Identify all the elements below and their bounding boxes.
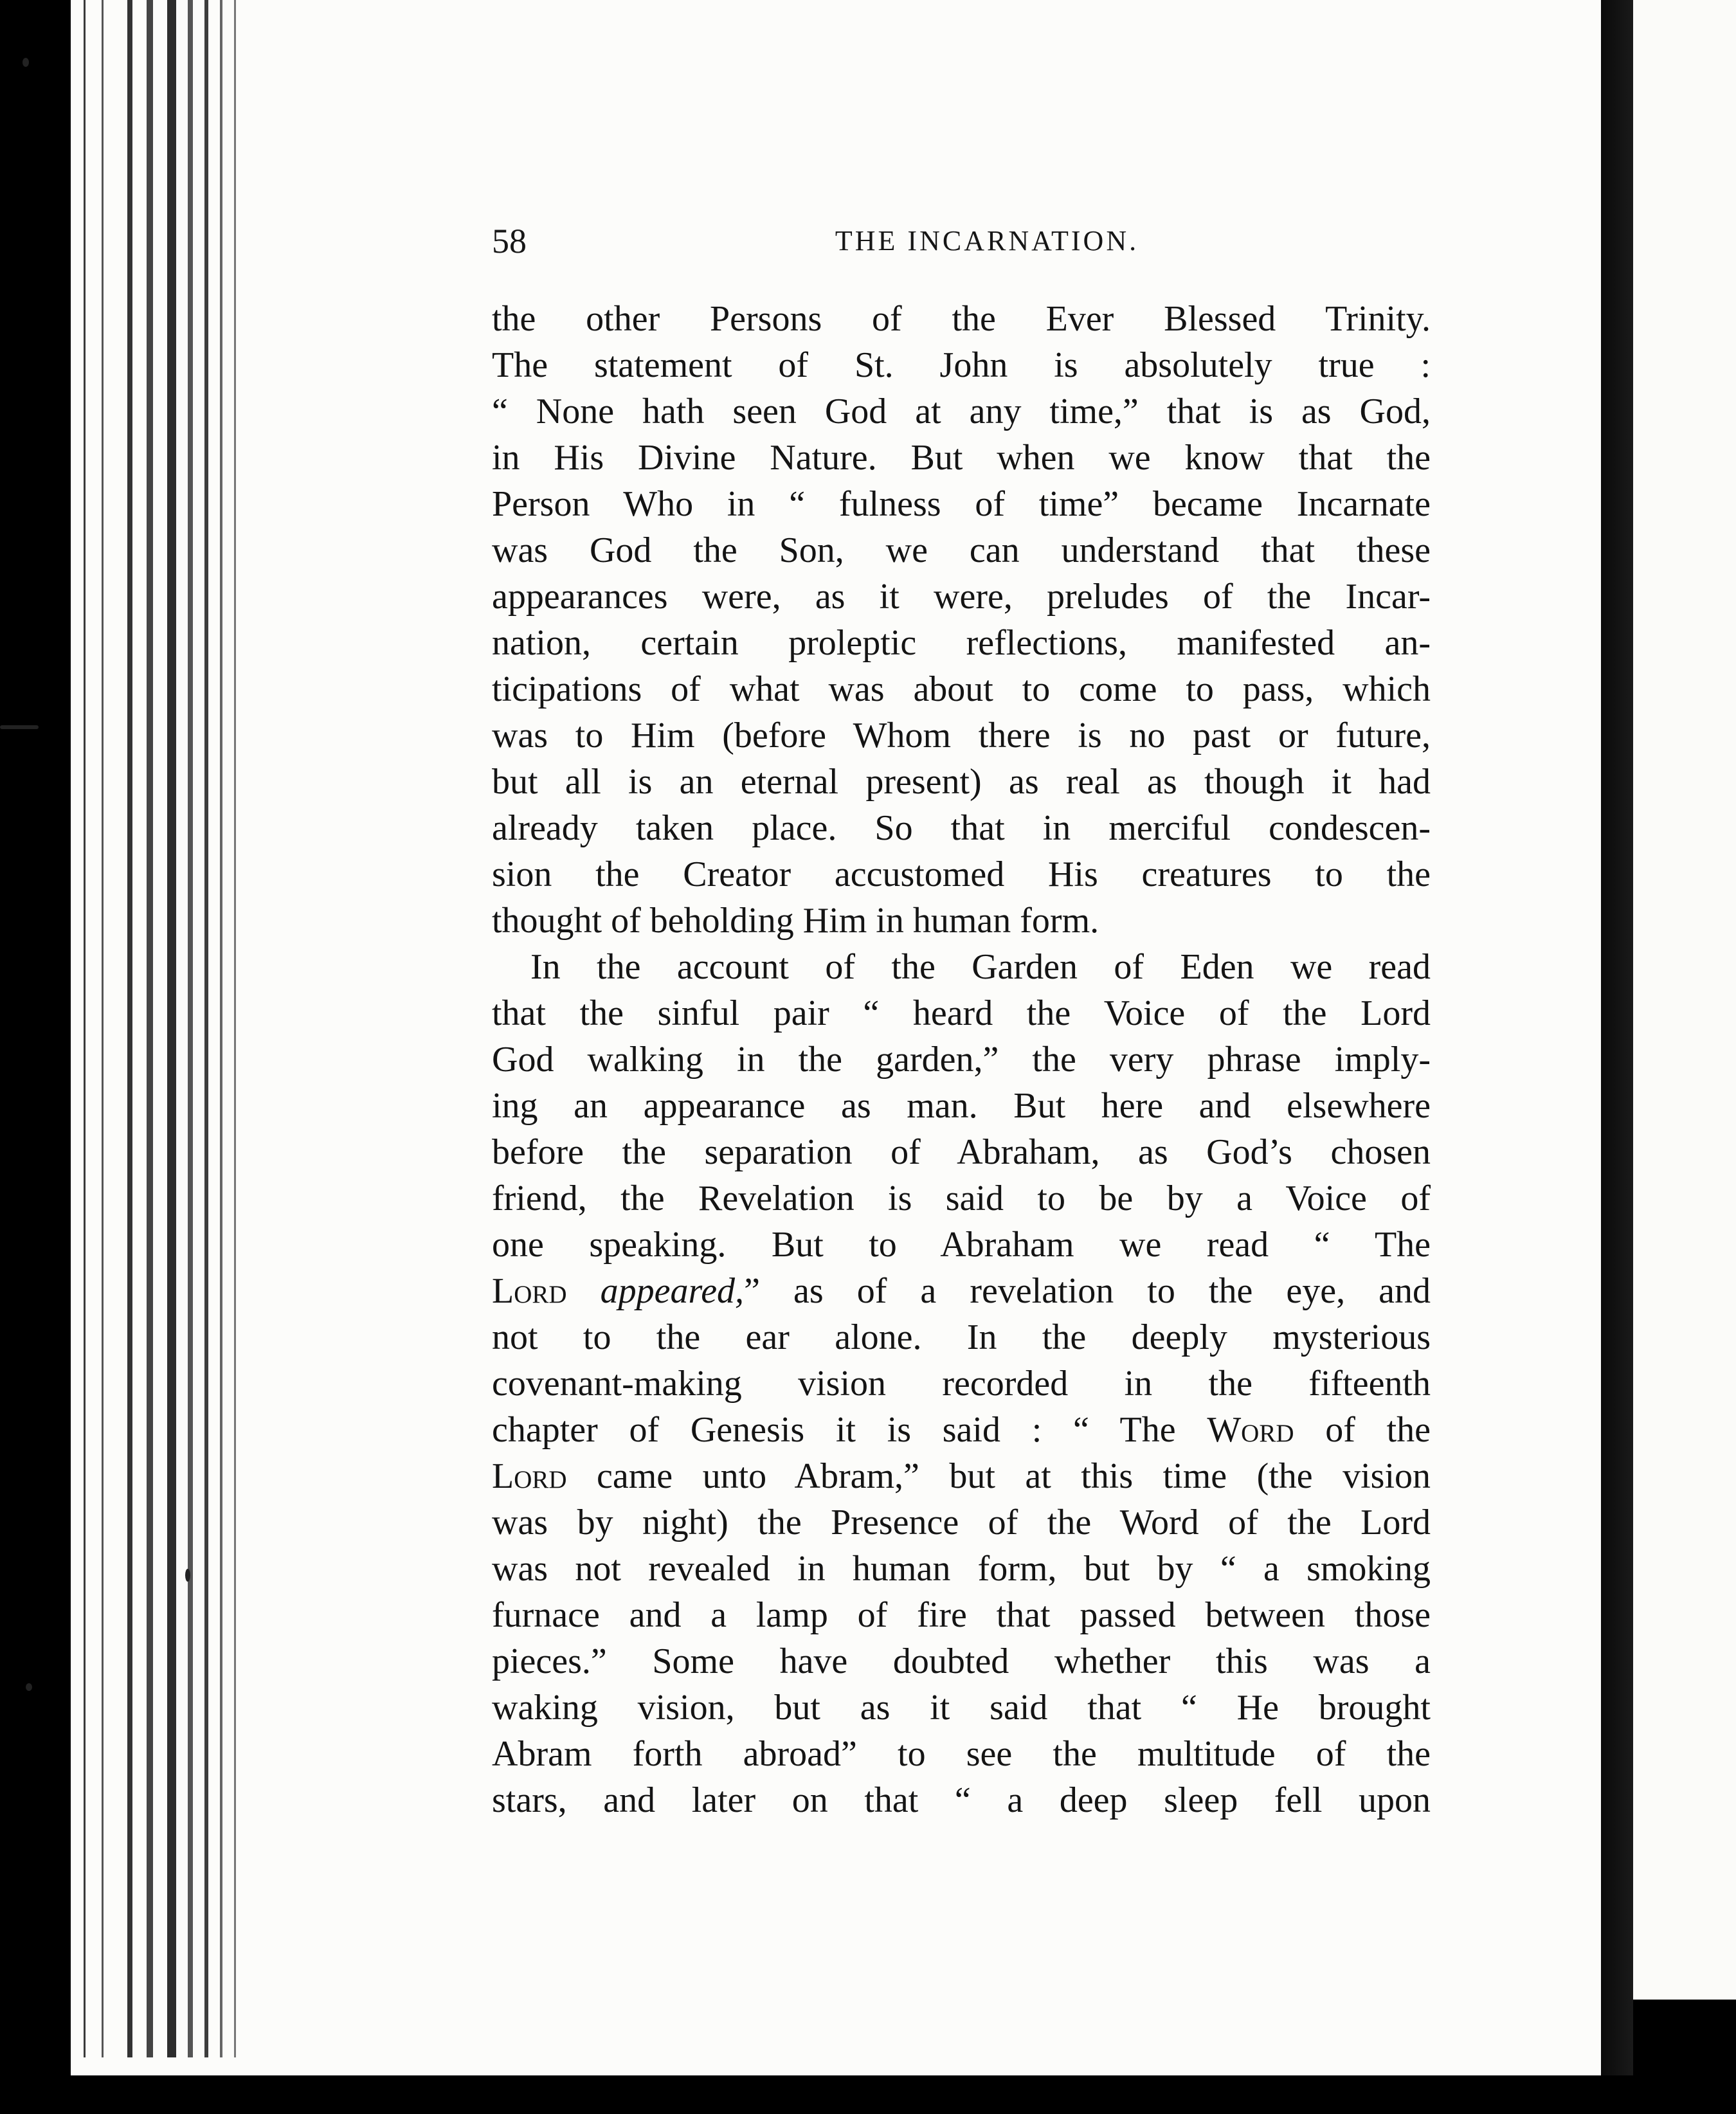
text-line: already taken place. So that in merciful condescen-: [492, 808, 1431, 848]
text-line: the other Persons of the Ever Blessed Trinity.: [492, 299, 1431, 339]
text-line: ing an appearance as man. But here and elsewhere: [492, 1086, 1431, 1126]
facing-page-sliver: [1633, 0, 1736, 2000]
gutter-shadow: [1601, 0, 1633, 2114]
text-line: The statement of St. John is absolutely true :: [492, 345, 1431, 385]
text-line: [492, 1407, 1431, 1453]
text-line: stars, and later on that “ a deep sleep fell upon: [492, 1780, 1431, 1820]
text-line: not to the ear alone. In the deeply mysterious: [492, 1317, 1431, 1357]
text-line: one speaking. But to Abraham we read “ The: [492, 1225, 1431, 1265]
text-line: was by night) the Presence of the Word of the Lord: [492, 1503, 1431, 1542]
scan-speck: [26, 1683, 32, 1691]
text-line: thought of beholding Him in human form.: [492, 901, 1099, 941]
text-line: [492, 1453, 1431, 1499]
scan-speck: [185, 1569, 190, 1582]
scan-speck: [23, 58, 29, 67]
text-line: covenant-making vision recorded in the fifteenth: [492, 1364, 1431, 1404]
text-line: “ None hath seen God at any time,” that is as God,: [492, 392, 1431, 431]
page-number: 58: [492, 222, 527, 260]
text-line: Abram forth abroad” to see the multitude of the: [492, 1734, 1431, 1774]
text-line: was not revealed in human form, but by “ a smoking: [492, 1549, 1431, 1589]
page-edge-line: [204, 0, 208, 2057]
text-line: furnace and a lamp of fire that passed between those: [492, 1595, 1431, 1635]
small-caps-lord: Lord: [492, 1456, 567, 1496]
text-line: [492, 1268, 1431, 1314]
page-edge-line: [220, 0, 222, 2057]
text-line: was to Him (before Whom there is no past or future,: [492, 716, 1431, 755]
page-header: [492, 219, 1431, 264]
scan-bottom-border: [0, 2075, 1736, 2114]
small-caps-word: Word: [1207, 1410, 1294, 1450]
text-line: friend, the Revelation is said to be by a Voice of: [492, 1179, 1431, 1218]
italic-appeared: appeared,: [600, 1271, 745, 1311]
small-caps-lord: Lord: [492, 1271, 567, 1311]
page-edge-line: [102, 0, 104, 2057]
text-line: nation, certain proleptic reflections, manifested an-: [492, 623, 1431, 663]
page-edge-stack: [71, 0, 238, 2114]
scan-speck: [0, 725, 39, 729]
text-line: but all is an eternal present) as real as though it had: [492, 762, 1431, 802]
text-line-after: came unto Abram,” but at this time (the vision: [566, 1456, 1431, 1496]
text-line: waking vision, but as it said that “ He brought: [492, 1688, 1431, 1728]
body-text: [492, 296, 1431, 1823]
page-edge-line: [234, 0, 236, 2057]
text-line-before: chapter of Genesis it is said : “ The: [492, 1410, 1207, 1450]
page-edge-line: [147, 0, 153, 2057]
page-edge-line: [127, 0, 132, 2057]
page-edge-line: [167, 0, 176, 2057]
text-line: Person Who in “ fulness of time” became Incarnate: [492, 484, 1431, 524]
text-line: was God the Son, we can understand that these: [492, 530, 1431, 570]
text-line-rest: ” as of a revelation to the eye, and: [744, 1271, 1431, 1311]
page-edge-line: [84, 0, 86, 2057]
text-line: pieces.” Some have doubted whether this was a: [492, 1641, 1431, 1681]
text-line: appearances were, as it were, preludes of the Incar-: [492, 577, 1431, 617]
text-line-after: of the: [1294, 1410, 1431, 1450]
page-edge-line: [188, 0, 193, 2057]
text-line: before the separation of Abraham, as God’s chosen: [492, 1132, 1431, 1172]
text-line: that the sinful pair “ heard the Voice of the Lord: [492, 993, 1431, 1033]
text-line: God walking in the garden,” the very phrase imply-: [492, 1040, 1431, 1080]
text-line: ticipations of what was about to come to pass, which: [492, 669, 1431, 709]
text-line: sion the Creator accustomed His creatures to the: [492, 854, 1431, 894]
running-head: THE INCARNATION.: [835, 225, 1139, 257]
text-line: In the account of the Garden of Eden we read: [530, 947, 1431, 987]
text-line: in His Divine Nature. But when we know that the: [492, 438, 1431, 478]
